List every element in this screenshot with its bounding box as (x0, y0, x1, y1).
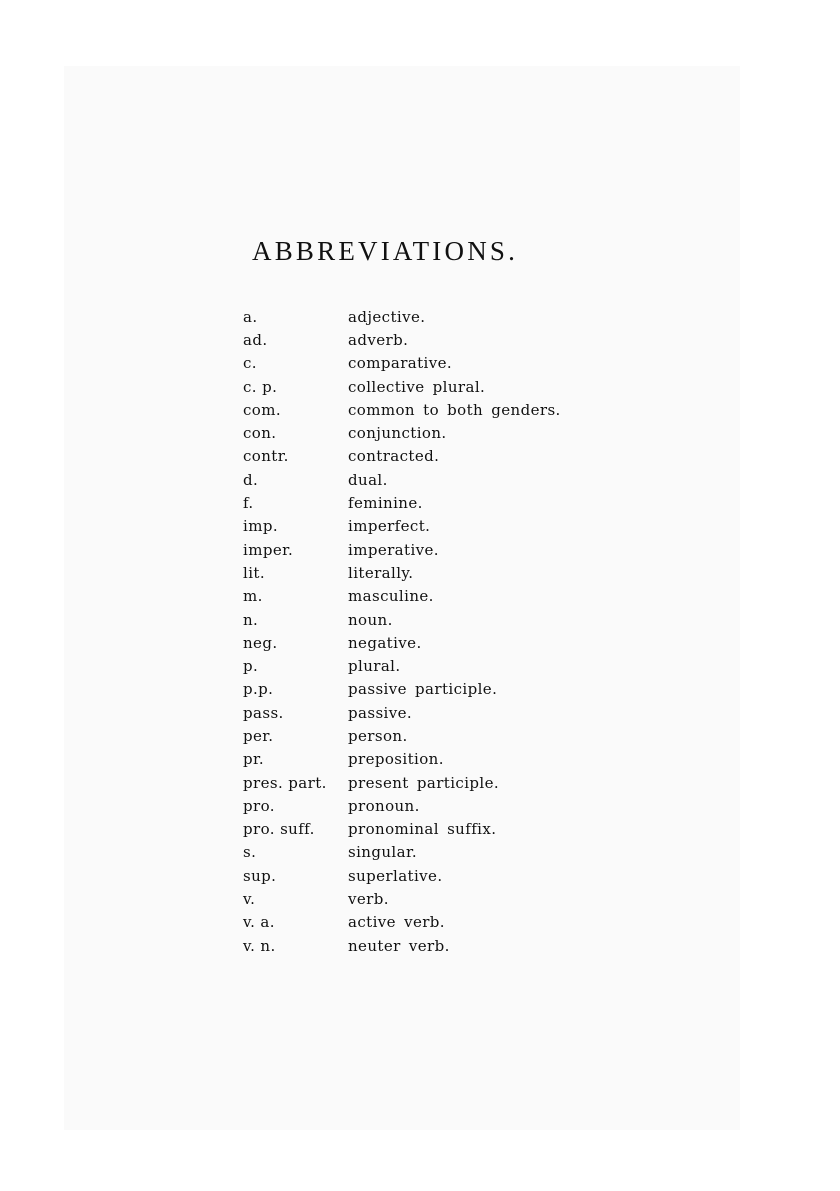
abbreviation-term: s. (243, 843, 257, 862)
abbreviation-term: sup. (243, 866, 277, 885)
abbreviation-term: pr. (243, 750, 265, 769)
abbreviation-meaning: neuter verb. (348, 936, 450, 955)
abbreviation-row (243, 608, 583, 631)
abbreviation-list (243, 305, 583, 957)
abbreviation-row (243, 421, 583, 444)
abbreviation-row (243, 724, 583, 747)
abbreviation-term: contr. (243, 447, 289, 466)
abbreviation-meaning: imperative. (348, 540, 439, 559)
abbreviation-meaning: conjunction. (348, 424, 447, 443)
abbreviation-row (243, 561, 583, 584)
abbreviation-meaning: present participle. (348, 773, 500, 792)
abbreviation-meaning: feminine. (348, 494, 423, 513)
abbreviation-meaning: imperfect. (348, 517, 431, 536)
abbreviation-meaning: dual. (348, 470, 388, 489)
abbreviation-meaning: pronoun. (348, 796, 420, 815)
abbreviation-row (243, 328, 583, 351)
abbreviation-term: p. (243, 657, 259, 676)
abbreviation-term: v. n. (243, 936, 276, 955)
abbreviation-row (243, 375, 583, 398)
abbreviation-row (243, 445, 583, 468)
abbreviation-term: pres. part. (243, 773, 327, 792)
abbreviation-term: a. (243, 307, 258, 326)
abbreviation-term: d. (243, 470, 259, 489)
abbreviation-row (243, 771, 583, 794)
abbreviation-row (243, 398, 583, 421)
abbreviation-term: neg. (243, 633, 278, 652)
abbreviation-meaning: person. (348, 726, 408, 745)
abbreviation-term: pro. suff. (243, 820, 315, 839)
abbreviation-term: c. p. (243, 377, 278, 396)
abbreviation-term: imp. (243, 517, 278, 536)
abbreviation-meaning: collective plural. (348, 377, 486, 396)
abbreviation-meaning: masculine. (348, 587, 434, 606)
abbreviation-meaning: literally. (348, 563, 414, 582)
abbreviation-row (243, 887, 583, 910)
abbreviation-row (243, 491, 583, 514)
abbreviation-row (243, 305, 583, 328)
abbreviation-row (243, 468, 583, 491)
abbreviation-meaning: singular. (348, 843, 418, 862)
abbreviation-term: pro. (243, 796, 275, 815)
abbreviation-row (243, 934, 583, 957)
abbreviation-term: lit. (243, 563, 265, 582)
abbreviation-term: v. (243, 890, 256, 909)
abbreviation-row (243, 911, 583, 934)
abbreviation-term: p.p. (243, 680, 274, 699)
abbreviation-term: imper. (243, 540, 294, 559)
abbreviation-term: ad. (243, 330, 268, 349)
abbreviation-meaning: contracted. (348, 447, 440, 466)
abbreviation-row (243, 352, 583, 375)
abbreviation-term: com. (243, 400, 282, 419)
abbreviation-meaning: active verb. (348, 913, 445, 932)
abbreviation-term: m. (243, 587, 263, 606)
abbreviation-row (243, 794, 583, 817)
abbreviation-meaning: preposition. (348, 750, 444, 769)
abbreviation-meaning: adverb. (348, 330, 409, 349)
abbreviation-row (243, 864, 583, 887)
abbreviation-meaning: plural. (348, 657, 401, 676)
abbreviation-term: per. (243, 726, 274, 745)
abbreviation-meaning: verb. (348, 890, 389, 909)
abbreviation-row (243, 654, 583, 677)
abbreviation-row (243, 748, 583, 771)
abbreviation-meaning: adjective. (348, 307, 426, 326)
abbreviation-term: v. a. (243, 913, 275, 932)
abbreviation-row (243, 701, 583, 724)
abbreviation-row (243, 585, 583, 608)
abbreviation-meaning: superlative. (348, 866, 443, 885)
abbreviation-meaning: common to both genders. (348, 400, 561, 419)
abbreviation-meaning: negative. (348, 633, 422, 652)
abbreviation-row (243, 631, 583, 654)
page-title: ABBREVIATIONS. (252, 236, 519, 266)
abbreviation-meaning: comparative. (348, 354, 453, 373)
abbreviation-row (243, 678, 583, 701)
abbreviation-meaning: passive. (348, 703, 413, 722)
abbreviation-meaning: noun. (348, 610, 393, 629)
abbreviation-row (243, 841, 583, 864)
abbreviation-term: pass. (243, 703, 284, 722)
abbreviation-row (243, 818, 583, 841)
abbreviation-row (243, 538, 583, 561)
abbreviation-term: f. (243, 494, 254, 513)
abbreviation-term: n. (243, 610, 259, 629)
abbreviation-term: c. (243, 354, 257, 373)
abbreviation-term: con. (243, 424, 277, 443)
abbreviation-meaning: pronominal suffix. (348, 820, 497, 839)
abbreviation-row (243, 515, 583, 538)
abbreviation-meaning: passive participle. (348, 680, 498, 699)
